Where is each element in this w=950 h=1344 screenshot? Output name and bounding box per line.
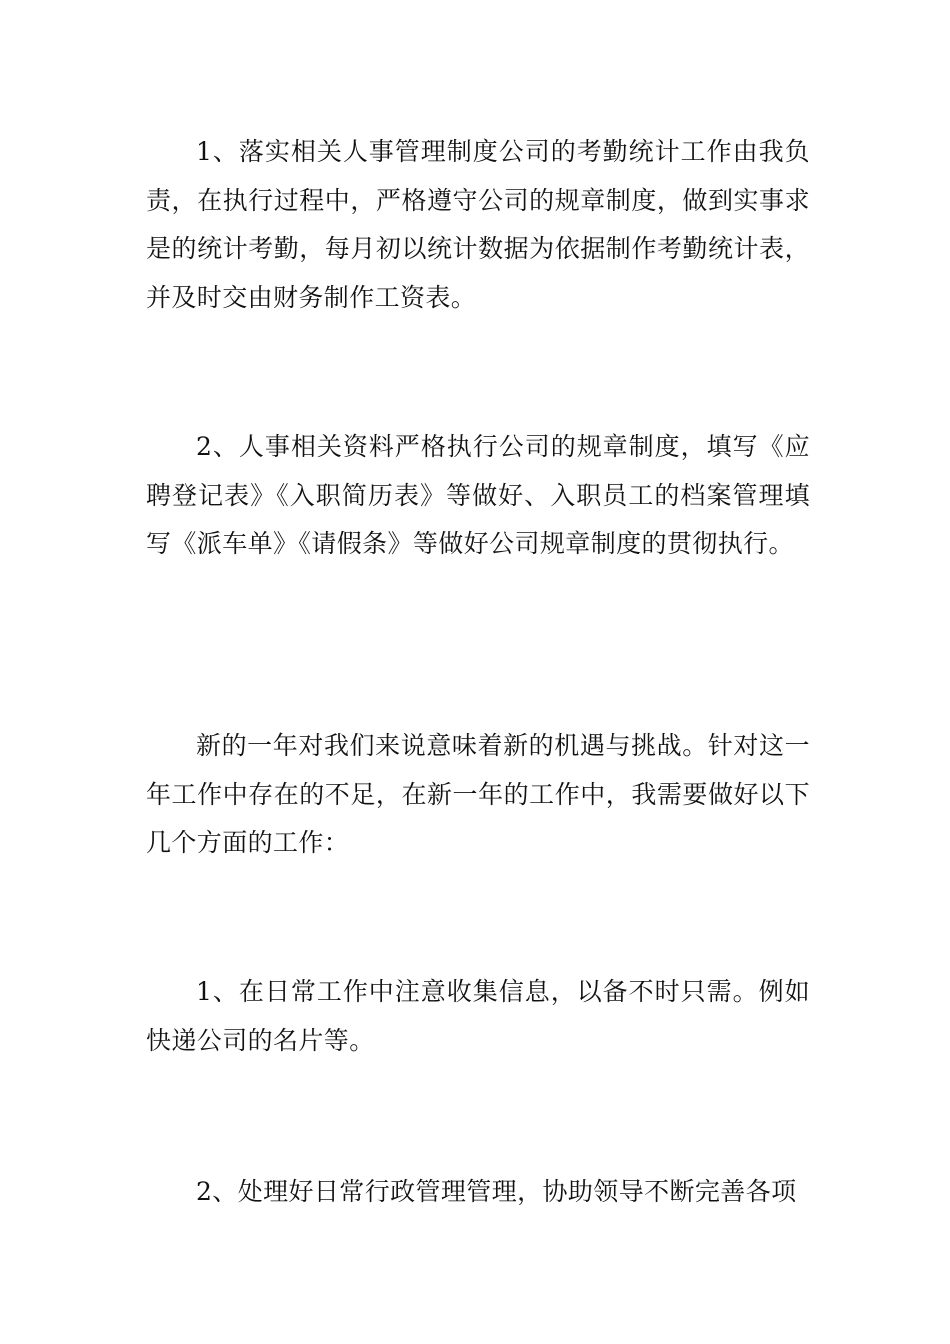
paragraph-attendance: 1、落实相关人事管理制度公司的考勤统计工作由我负责，在执行过程中，严格遵守公司的规章制度，做到实事求是的统计考勤，每月初以统计数据为依据制作考勤统计表，并及时交由财务制作工资表。: [146, 137, 810, 312]
paragraph-collect-information: 1、在日常工作中注意收集信息，以备不时只需。例如快递公司的名片等。: [146, 977, 810, 1055]
paragraph-personnel-records: 2、人事相关资料严格执行公司的规章制度，填写《应聘登记表》《入职简历表》等做好、入职员工的档案管理填写《派车单》《请假条》等做好公司规章制度的贯彻执行。: [146, 432, 810, 558]
paragraph-new-year-intro: 新的一年对我们来说意味着新的机遇与挑战。针对这一年工作中存在的不足，在新一年的工作中，我需要做好以下几个方面的工作：: [146, 731, 810, 857]
paragraph-administration: 2、处理好日常行政管理管理，协助领导不断完善各项: [196, 1177, 797, 1206]
